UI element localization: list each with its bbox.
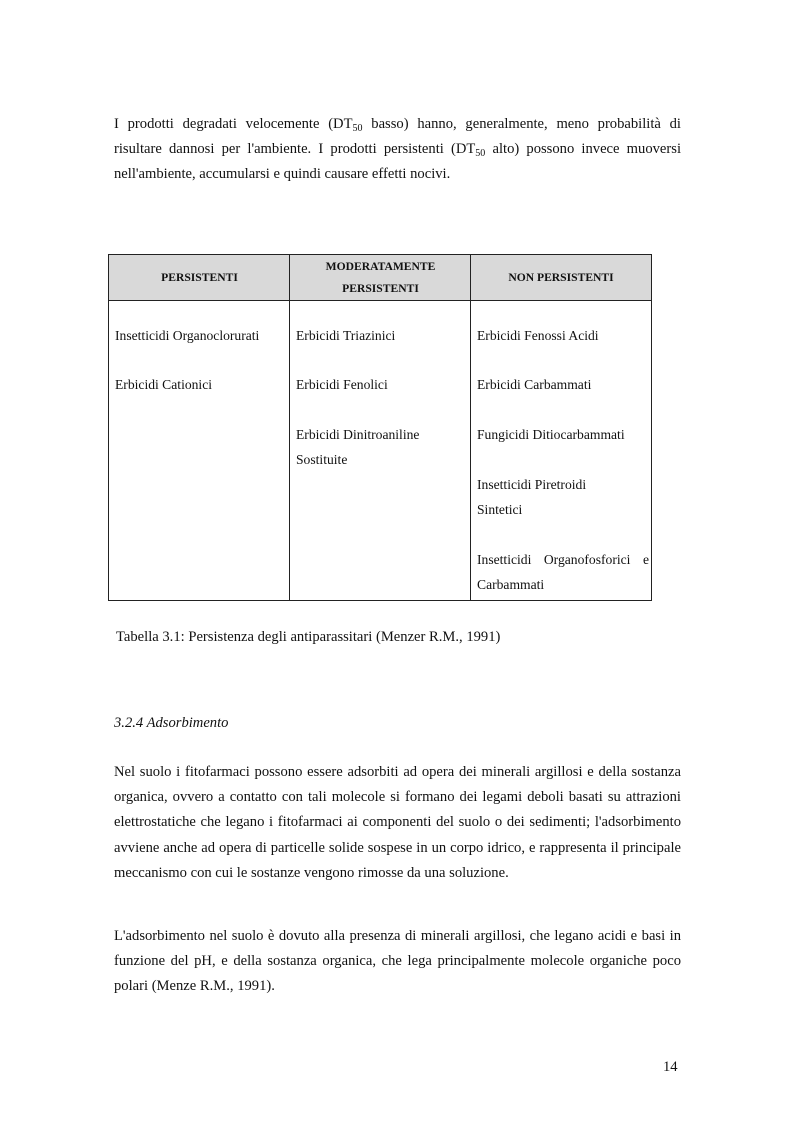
table-cell: Insetticidi Organofosforici e Carbammati [477,552,649,592]
header-label: MODERATAMENTE PERSISTENTI [325,259,436,295]
header-label: PERSISTENTI [161,270,238,284]
table-caption: Tabella 3.1: Persistenza degli antiparassitari (Menzer R.M., 1991) [116,629,501,645]
intro-text-3: alto) possono invece muoversi nell'ambiente, accumularsi e quindi causare effetti nocivi. [114,141,681,183]
table-cell: Erbicidi Triazinici [296,328,396,343]
intro-text-1: I prodotti degradati velocemente (DT [114,116,353,132]
header-label: NON PERSISTENTI [508,270,614,284]
persistence-table [108,254,652,601]
header-persistenti [109,255,290,301]
intro-paragraph [114,112,681,188]
table-cell: Fungicidi Ditiocarbammati [477,427,625,442]
header-non-persistenti [471,255,651,301]
dt50-subscript: 50 [352,123,363,134]
page-number: 14 [663,1059,678,1075]
table-cell: Erbicidi Fenossi Acidi [477,328,599,343]
table-cell: Erbicidi Dinitroaniline Sostituite [296,427,420,467]
table-cell: Insetticidi Piretroidi Sintetici [477,477,587,517]
section-heading: 3.2.4 Adsorbimento [114,715,229,731]
column-divider [470,255,471,600]
adsorption-paragraph-2: L'adsorbimento nel suolo è dovuto alla presenza di minerali argillosi, che legano acidi e basi in funzione del pH, e della sostanza organica, che lega principalmente molecole organiche poco polari (Menze R.M., 1991). [114,928,681,995]
table-cell: Insetticidi Organoclorurati [115,328,260,343]
table-cell: Erbicidi Cationici [115,377,213,392]
dt50-subscript: 50 [475,148,486,160]
header-moderatamente [290,255,471,301]
table-cell: Erbicidi Fenolici [296,377,388,392]
table-cell: Erbicidi Carbammati [477,377,592,392]
column-divider [289,255,290,600]
intro-text-2: basso) hanno, generalmente, meno probabilità di risultare dannosi per l'ambiente. I prodotti persistenti (DT [114,116,681,158]
adsorption-paragraph-1: Nel suolo i fitofarmaci possono essere adsorbiti ad opera dei minerali argillosi e della sostanza organica, ovvero a contatto con tali molecole si formano dei legami deboli basati su attrazioni elettrostatiche che legano i fitofarmaci ai componenti del suolo o dei sedimenti; l'adsorbimento avviene anche ad opera di particelle solide sospese in un corpo idrico, e rappresenta il principale meccanismo con cui le sostanze vengono rimosse da una soluzione. [114,764,681,881]
